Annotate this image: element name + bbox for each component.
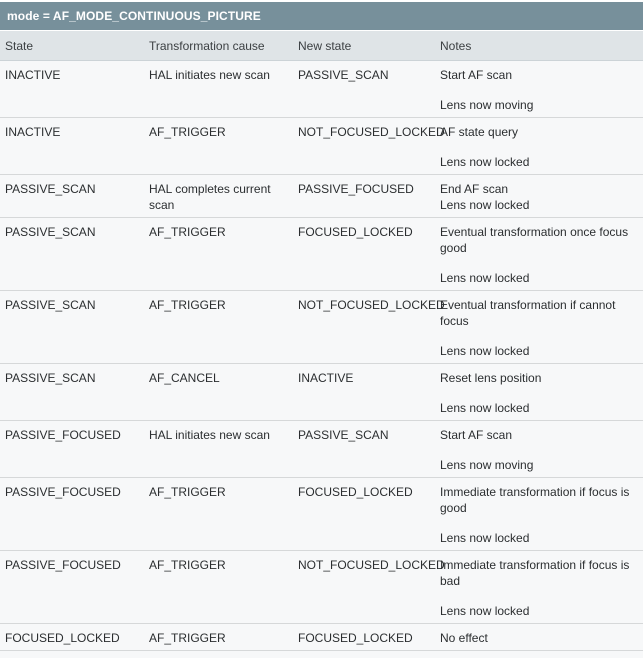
cell-notes [440,630,643,646]
cell-new-state: PASSIVE_SCAN [298,428,389,442]
cell-state: PASSIVE_FOCUSED [5,428,121,442]
cell-notes [440,557,643,619]
note-line: Lens now locked [440,155,530,169]
table-mode-header [0,2,643,30]
cell-new-state: PASSIVE_SCAN [298,68,389,82]
cell-cause: AF_TRIGGER [149,125,226,139]
column-header-row [0,31,643,61]
cell-state: PASSIVE_SCAN [5,225,96,239]
table-row [0,175,643,218]
cell-cause: HAL initiates new scan [149,68,270,82]
note-line: Lens now moving [440,98,534,112]
cell-notes [440,124,643,170]
note-line: Immediate transformation if focus is bad [440,558,630,588]
cell-new-state: FOCUSED_LOCKED [298,485,413,499]
partial-cutoff-row [0,651,643,658]
table-row [0,118,643,175]
note-line: Lens now locked [440,604,530,618]
note-line: Lens now moving [440,458,534,472]
table-row [0,421,643,478]
note-line: Lens now locked [440,401,530,415]
note-line: Lens now locked [440,271,530,285]
cell-new-state: INACTIVE [298,371,354,385]
cell-cause: HAL completes current scan [149,182,271,212]
table-row [0,551,643,624]
note-line: Lens now locked [440,344,530,358]
cell-new-state: FOCUSED_LOCKED [298,225,413,239]
cell-state: PASSIVE_FOCUSED [5,485,121,499]
cell-cause: AF_TRIGGER [149,298,226,312]
note-line: Start AF scan [440,68,513,82]
table-row [0,624,643,651]
table-row [0,364,643,421]
note-line: Immediate transformation if focus is good [440,485,630,515]
cell-notes [440,67,643,113]
cell-state: INACTIVE [5,125,61,139]
cell-new-state: NOT_FOCUSED_LOCKED [298,558,445,572]
cell-notes [440,224,643,286]
cell-new-state: NOT_FOCUSED_LOCKED [298,298,445,312]
cell-cause: AF_CANCEL [149,371,220,385]
cell-notes [440,427,643,473]
cell-notes [440,484,643,546]
note-line: Lens now locked [440,198,530,212]
cell-state: PASSIVE_FOCUSED [5,558,121,572]
cell-cause: AF_TRIGGER [149,558,226,572]
mode-title: mode = AF_MODE_CONTINUOUS_PICTURE [7,9,261,23]
cell-cause: HAL initiates new scan [149,428,270,442]
cell-notes [440,297,643,359]
cell-notes [440,370,643,416]
cell-notes [440,181,643,213]
table-row [0,218,643,291]
table-row [0,61,643,118]
cell-cause: AF_TRIGGER [149,631,226,645]
cell-new-state: PASSIVE_FOCUSED [298,182,414,196]
table-row [0,291,643,364]
cell-new-state: NOT_FOCUSED_LOCKED [298,125,445,139]
note-line: AF state query [440,125,519,139]
cell-state: FOCUSED_LOCKED [5,631,120,645]
cell-state: PASSIVE_SCAN [5,298,96,312]
column-header-state: State [5,38,34,53]
cell-new-state: FOCUSED_LOCKED [298,631,413,645]
cell-cause: AF_TRIGGER [149,485,226,499]
table-row [0,478,643,551]
note-line: Reset lens position [440,371,542,385]
cell-state: INACTIVE [5,68,61,82]
cell-state: PASSIVE_SCAN [5,182,96,196]
cell-state: PASSIVE_SCAN [5,371,96,385]
note-line: Start AF scan [440,428,513,442]
column-header-new-state: New state [298,38,352,53]
table-body [0,61,643,651]
note-line: Eventual transformation if cannot focus [440,298,616,328]
column-header-notes: Notes [440,38,472,53]
cell-cause: AF_TRIGGER [149,225,226,239]
note-line: Eventual transformation once focus good [440,225,629,255]
note-line: No effect [440,631,488,645]
note-line: Lens now locked [440,531,530,545]
column-header-transformation-cause: Transformation cause [149,38,265,53]
note-line: End AF scan [440,182,509,196]
